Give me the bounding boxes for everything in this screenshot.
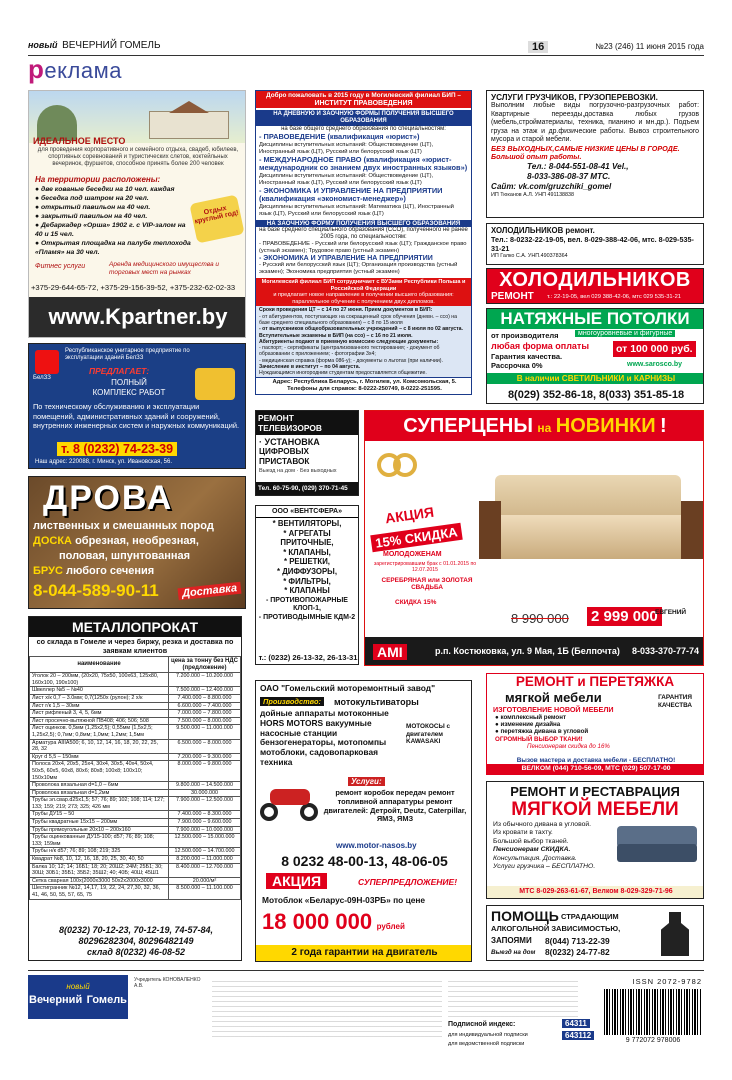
drova-line3: половая, шпунтованная <box>59 550 191 562</box>
belzz-text: По техническому обслуживанию и эксплуатации помещений, административных зданий и сооружений, внутренних инженерных систем и наружных коммуникаций. <box>33 402 240 430</box>
footer-index-title: Подписной индекс: <box>448 1021 516 1028</box>
mebel-phones[interactable]: ВЕЛКОМ (044) 710-56-09, МТС (029) 507-17-00 <box>487 764 704 774</box>
table-row <box>30 694 241 702</box>
tv-line1: · УСТАНОВКА <box>259 437 320 447</box>
sofa-title-2: на <box>537 421 552 435</box>
vent-item: * КЛАПАНЫ, <box>283 547 331 557</box>
ad-belzz <box>28 343 246 469</box>
sofa-model: ЕВГЕНИЙ <box>655 609 687 616</box>
metal-item-price: 7.200.000 – 9.300.000 <box>169 753 241 761</box>
metal-item-name: Полоса 20х4, 20х5, 25х4, 30х4, 30х5, 40х4, 50х4, 50х5, 60х5, 60х8, 80х6; 80х8; 100х8; 100х10; 150х10мм <box>30 761 169 782</box>
metal-col-name: наименование <box>30 657 169 673</box>
kpartner-item: ● беседка под шатром на 20 чел. <box>35 194 195 203</box>
metal-item-name: Арматура АIIIА500; 6, 10, 12, 14, 16, 18, 20, 22, 25, 28, 32 <box>30 739 169 753</box>
footer-index-2: 643112 <box>562 1031 594 1040</box>
ad-fridge-text <box>486 223 704 265</box>
kpartner-fitness: Фитнес услуги <box>35 263 86 270</box>
kpartner-site[interactable]: www.Kpartner.by <box>29 297 246 338</box>
law-title-1: Добро пожаловать в 2015 году в Могилевский филиал БИП – <box>256 91 471 100</box>
law-spec2-title: - ЭКОНОМИКА И УПРАВЛЕНИЕ НА ПРЕДПРИЯТИИ <box>259 255 433 262</box>
footer-fine-print <box>212 977 442 1037</box>
table-row <box>30 687 241 695</box>
ceil-guar: Гарантия качества. <box>491 352 563 361</box>
vent-item: * ВЕНТИЛЯТОРЫ, <box>272 519 342 528</box>
ad-fridge-banner <box>486 268 704 304</box>
metal-phones <box>29 925 242 958</box>
table-row <box>30 702 241 710</box>
motor-akcia: АКЦИЯ <box>266 873 327 889</box>
mebel2-line: Из кровати в тахту. <box>493 829 553 837</box>
metal-item-name: Трубы прямоугольные 20х10 – 200х160 <box>30 826 169 834</box>
ad-drova <box>28 476 246 609</box>
vent-item: * РЕШЕТКИ, <box>284 557 330 567</box>
mebel-item: ● изменение дизайна <box>495 721 703 728</box>
metal-item-name: Квадрат №8, 10, 12, 16, 18, 20, 25, 30, 40, 50 <box>30 856 169 864</box>
metal-item-price: 6.600.000 – 7.400.000 <box>169 702 241 710</box>
metal-item-price: 6.500.000 – 8.000.000 <box>169 739 241 753</box>
motor-phones[interactable]: 8 0232 48-00-13, 48-06-05 <box>281 853 448 869</box>
vent-item: * ФИЛЬТРЫ, <box>283 576 331 586</box>
metal-item-name: Трубы ДУ15 – 50 <box>30 811 169 819</box>
metal-item-name: Круг d 5,5 – 150мм <box>30 753 169 761</box>
footer-logo <box>28 975 128 1019</box>
fridge1-ip: ИП Галко С.А. УНП.490378364 <box>491 253 568 259</box>
tv-sub: Выезд на дом · Без выходных <box>259 468 337 474</box>
drova-line2 <box>33 535 199 547</box>
metal-item-price: 12.500.000 – 15.000.000 <box>169 834 241 848</box>
ceil-phones[interactable]: 8(029) 352-86-18, 8(033) 351-85-18 <box>507 389 685 401</box>
metal-item-name: Трубы квадратные 15х15 – 200мм <box>30 819 169 827</box>
table-row <box>30 826 241 834</box>
table-row <box>30 885 241 899</box>
footer-logo-1: новый <box>66 982 90 991</box>
page-number: 16 <box>528 41 548 53</box>
section-title <box>28 56 122 84</box>
law-form1b: на базе общего среднего образования по специальностям: <box>281 126 446 132</box>
motor-prod-text: мотокультиваторы <box>334 697 419 707</box>
law-date: Абитуриенты подают в приемную комиссию следующие документы: <box>259 338 439 345</box>
vent-p1: - ПРОТИВОПОЖАРНЫЕ КЛОП-1, <box>266 596 348 613</box>
law-form2b: на базе среднего специального образования (ССО), полученного не ранее 2005 года, по специальностям: <box>259 227 468 240</box>
metal-item-name: Швеллер №5 – №40 <box>30 687 169 695</box>
sofa-image <box>487 475 697 575</box>
metal-table <box>29 656 241 900</box>
footer-index-1: 64311 <box>562 1019 590 1028</box>
motor-price-wrap <box>262 909 405 935</box>
table-row <box>30 753 241 761</box>
belzz-address: Наш адрес: 220088, г. Минск, ул. Ивановская, 56. <box>35 459 173 465</box>
motor-moto2: Мотоблок «Беларус-09Н-03РБ» по цене <box>262 895 426 905</box>
law-spec-subjects: Дисциплины вступительных испытаний: Обществоведение (ЦТ), Иностранный язык (ЦТ), Русский или белорусский язык (ЦТ) <box>259 172 434 186</box>
help-t1: СТРАДАЮЩИМ <box>561 912 619 921</box>
law-partner-1: Могилевский филиал БИП сотрудничает с ВУЗами Республики Польша и Российской Федерации <box>261 279 466 292</box>
kpartner-item: ● две кованые беседки на 10 чел. каждая <box>35 185 195 194</box>
mebel-sub: ИЗГОТОВЛЕНИЕ НОВОЙ МЕБЕЛИ <box>493 705 614 714</box>
metal-item-name: Проволока вязальная d=1,2мм <box>30 789 169 797</box>
law-specs2 <box>256 241 471 276</box>
sofa-newly: МОЛОДОЖЕНАМ <box>383 551 442 558</box>
table-row <box>30 848 241 856</box>
drova-doska-desc: обрезная, необрезная, <box>75 535 199 547</box>
help-title: ПОМОЩЬ <box>491 908 559 924</box>
kpartner-rent: Аренда медицинского имущества и торговых мест на рынках <box>109 261 220 276</box>
table-row <box>30 725 241 739</box>
belzz-org: Республиканское унитарное предприятие по эксплуатации зданий БелЗЗ <box>65 348 190 361</box>
metal-phones-2: 80296282304, 80296482149 <box>78 936 194 946</box>
belzz-offer: ПРЕДЛАГАЕТ: <box>89 366 150 376</box>
metal-item-price: 9.500.000 – 11.000.000 <box>169 725 241 739</box>
motor-guar: 2 года гарантии на двигатель <box>256 945 472 961</box>
motor-rub: рублей <box>376 922 405 931</box>
metal-item-price: 7.500.000 – 8.000.000 <box>169 717 241 725</box>
page-header <box>28 40 704 56</box>
law-address: Адрес: Республика Беларусь, г. Могилев, ул. Комсомольская, 5. Телефоны для справок: 8-0222-250749, 8-0222-251595. <box>256 377 472 394</box>
metal-item-price: 7.900.000 – 12.500.000 <box>169 797 241 811</box>
mebel-items <box>487 714 703 743</box>
motor-serv-text: ремонт коробок передач ремонт топливной аппаратуры ремонт двигателей: Детройт, Deutz, Caterpillar, ЯМЗ, ЯМЗ <box>323 788 467 824</box>
metal-item-name: Лист х/к 0,7 – 3.0мм; 0,7(1250х (рулон); 2 х/к <box>30 694 169 702</box>
section-title-rest: еклама <box>44 58 122 83</box>
ad-metalloprokat <box>28 616 242 961</box>
ceil-title: НАТЯЖНЫЕ ПОТОЛКИ <box>487 309 703 329</box>
mebel-item: ● комплексный ремонт <box>495 714 703 721</box>
metal-item-name: Лист рифленый 3, 4, 5, 6мм <box>30 710 169 718</box>
table-row <box>30 819 241 827</box>
law-spec: - ПРАВОВЕДЕНИЕ (квалификация «юрист») <box>259 132 420 141</box>
mebel-item: ● перетяжка дивана в угловой <box>495 728 703 735</box>
table-row <box>30 797 241 811</box>
belzz-logo: БелЗЗ <box>33 375 51 381</box>
law-title-2: ИНСТИТУТ ПРАВОВЕДЕНИЯ <box>256 100 471 108</box>
metal-item-name: Трубы оцинкованные ДУ15-100; d57; 76; 89; 108; 133; 159мм <box>30 834 169 848</box>
footer-logo-2: Вечерний <box>29 994 83 1006</box>
table-row <box>30 717 241 725</box>
motor-site[interactable]: www.motor-nasos.by <box>336 841 417 850</box>
metal-item-name: Балка 10; 12; 14; 16Б1; 18; 20; 20Ш2; 24М; 25Б1; 30; 30Ш; 30Б1; 35Б1; 35Б2; 35Ш2; 40; 40Б; 40Ш; 45Ш1 <box>30 863 169 877</box>
metal-item-price: 7.400.000 – 8.300.000 <box>169 811 241 819</box>
belzz-logo-icon <box>35 350 59 374</box>
motor-items: дойные аппараты мотоконные HORS MOTORS вакуумные насосные станции бензогенераторы, мотопомпы мотоблоки, садовопарковая техника <box>260 708 389 767</box>
metal-item-price: 9.800.000 – 14.500.000 <box>169 782 241 790</box>
ad-law-institute <box>255 90 472 395</box>
sofa-new-price: 2 999 000 <box>587 607 662 626</box>
kpartner-phones: +375-29-644-65-72, +375-29-156-39-52, +375-232-62-02-33 <box>31 283 236 292</box>
metal-item-price: 8.200.000 – 11.000.000 <box>169 856 241 864</box>
footer-fine-print-2 <box>448 977 578 1017</box>
belzz-crane-image <box>195 368 235 400</box>
sofa-newly-2: зарегистрировавшим брак с 01.01.2015 по 12.07.2015 <box>373 561 477 574</box>
law-specs <box>256 133 471 218</box>
law-date: Нуждающимся иногородним студентам предоставляется общежитие. <box>259 370 427 377</box>
sofa-title-3: НОВИНКИ <box>555 415 656 437</box>
ad-ceilings <box>486 308 704 404</box>
ad-ventsfera <box>255 505 359 665</box>
table-row <box>30 673 241 687</box>
metal-item-name: Трубы н/к d57; 76; 89; 108; 219; 325 <box>30 848 169 856</box>
sofa-address: р.п. Костюковка, ул. 9 Мая, 1Б (Белпочта) <box>435 646 620 656</box>
law-spec: - МЕЖДУНАРОДНОЕ ПРАВО (квалификация «юрист-международник со знанием двух иностранных языков») <box>259 154 468 172</box>
motor-prod: Производство: <box>260 697 324 706</box>
mebel2-title-2: МЯГКОЙ МЕБЕЛИ <box>511 799 679 820</box>
ceil-maker: от производителя <box>491 331 559 340</box>
metal-item-name: Сетка сварная 100х(2000х3000 50х2х2000х3000 <box>30 877 169 885</box>
footer-barcode-number: 9 772072 978006 <box>604 1037 702 1044</box>
law-date: - от абитуриентов, поступающих на сокращенный срок обучения (дневн. – ссо) на базе среднего специального образования) – с 8 по 15 июля <box>259 313 458 326</box>
mebel-item: ОГРОМНЫЙ ВЫБОР ТКАНИ! <box>495 735 583 743</box>
motor-sup: СУПЕРПРЕДЛОЖЕНИЕ! <box>358 877 458 887</box>
law-partner-2: и предлагает новое направление в получении высшего образования: параллельное обучение с получением двух дипломов. <box>273 292 454 305</box>
law-spec2: - ПРАВОВЕДЕНИЕ - Русский или белорусский язык (ЦТ); Гражданское право (устный экзамен); Трудовое право (устный экзамен) <box>259 241 467 254</box>
sofa-phone[interactable]: 8-033-370-77-74 <box>631 646 699 656</box>
mebel2-line: Консультация. Доставка. <box>493 854 577 862</box>
metal-item-name: Шестигранник №12, 14,17, 19, 22, 24, 27,30, 32, 36, 41, 46, 50, 55, 57, 65, 75 <box>30 885 169 899</box>
metal-item-price: 7.900.000 – 9.600.000 <box>169 819 241 827</box>
fridge1-title: ХОЛОДИЛЬНИКОВ ремонт. <box>491 226 595 235</box>
law-spec-subjects: Дисциплины вступительных испытаний: Математика (ЦТ), Иностранный язык (ЦТ), Русский или белорусский язык (ЦТ) <box>259 203 454 217</box>
table-row <box>30 789 241 797</box>
kpartner-stamp: Отдых круглый год! <box>189 194 244 243</box>
header-logo-small: новый <box>28 40 58 50</box>
ceil-price: от 100 000 руб. <box>613 341 696 357</box>
metal-item-price: 7.900.000 – 10.000.000 <box>169 826 241 834</box>
sofa-skidka-2: СКИДКА 15% <box>395 599 437 606</box>
ad-furniture-restoration <box>486 781 704 899</box>
mebel2-line: Большой выбор тканей. <box>493 837 569 845</box>
ceil-stock: В наличии СВЕТИЛЬНИКИ и КАРНИЗЫ <box>487 373 704 384</box>
metal-item-price: 7.400.000 – 8.800.000 <box>169 694 241 702</box>
sofa-rings-image <box>377 449 423 479</box>
motor-services: Услуги: <box>348 777 385 786</box>
drova-doska: ДОСКА <box>33 535 72 547</box>
ad-superprices <box>364 410 704 666</box>
belzz-service: ПОЛНЫЙ КОМПЛЕКС РАБОТ <box>92 378 166 397</box>
kpartner-item: ● открытый павильон на 40 чел. <box>35 203 195 212</box>
motor-scooter-image <box>260 777 320 821</box>
mebel2-sofa-image <box>617 826 697 866</box>
law-spec2: - Русский или белорусский язык (ЦТ); Организация производства (устный экзамен); Экономика предприятия (устный экзамен) <box>259 262 458 275</box>
help-bottle-icon <box>655 912 695 956</box>
ceil-pay: любая форма оплаты <box>491 341 590 351</box>
sofa-banner <box>365 411 704 441</box>
mebel2-title-1: РЕМОНТ И РЕСТАВРАЦИЯ <box>510 784 680 799</box>
table-row <box>30 811 241 819</box>
law-partner <box>256 278 471 306</box>
metal-phones-3: склад 8(0232) 46-08-52 <box>86 947 185 957</box>
kpartner-list <box>35 185 195 257</box>
mebel-guar: ГАРАНТИЯ КАЧЕСТВА <box>657 694 693 709</box>
metal-item-price: 7.200.000 – 10.200.000 <box>169 673 241 687</box>
metal-phones-1: 8(0232) 70-12-23, 70-12-19, 74-57-84, <box>58 925 214 935</box>
mebel-pens: Пенсионерам скидка до 16% <box>527 742 610 750</box>
sofa-title-1: СУПЕРЦЕНЫ <box>403 415 533 437</box>
motor-price: 18 000 000 <box>262 909 373 934</box>
mebel2-line: Пенсионерам СКИДКА. <box>493 846 571 854</box>
section-title-first: р <box>28 54 45 84</box>
law-date: Вступительные экзамены в БИП (на ссо) – с 16 по 21 июля. <box>259 332 413 339</box>
help-home: Выезд на дом <box>491 949 536 956</box>
drova-phone[interactable]: 8-044-589-90-11 <box>33 581 159 600</box>
sofa-brand: AMI <box>373 644 407 660</box>
law-date: Сроки проведения ЦТ – с 14 по 27 июня. Прием документов в БИП: <box>259 307 433 314</box>
moving-text: Выполним любые виды погрузочно-разгрузочных работ: Квартирные переезды,доставка любых грузов (мебель,стройматериалы, техника, пианино и мн.др.). Подъем груза на этаж и др.физические работы. Вывоз строительного мусора и старой мебели. <box>491 102 699 143</box>
tv-line2: ЦИФРОВЫХ ПРИСТАВОК <box>259 447 310 466</box>
issue-info: №23 (246) 11 июня 2015 года <box>595 42 704 51</box>
mebel2-line: Из обычного дивана в угловой. <box>493 821 592 828</box>
fridge1-tel[interactable]: Тел.: 8-0232-22-19-05, вел. 8-029-388-42-06, мтс. 8-029-535-31-21 <box>491 235 694 253</box>
sofa-akcia: АКЦИЯ <box>384 503 435 527</box>
drova-line4 <box>33 565 154 577</box>
table-row <box>30 834 241 848</box>
kpartner-headline: ИДЕАЛЬНОЕ МЕСТО <box>33 136 126 146</box>
footer-founder: Учредитель КОНОВАЛЕНКО А.В. <box>134 977 201 989</box>
footer-idx-label-2: для ведомственной подписки <box>448 1041 525 1047</box>
moving-ip: ИП Тюканов А.Л. УНП 491138838 <box>491 191 575 198</box>
metal-item-price: 30.000.000 <box>169 789 241 797</box>
footer-logo-3: Гомель <box>86 994 127 1006</box>
ceil-site[interactable]: www.sarosco.by <box>627 361 682 368</box>
fridge2-sub: РЕМОНТ <box>491 291 534 302</box>
table-row <box>30 877 241 885</box>
ad-furniture-repair <box>486 673 704 775</box>
mebel-title-2: мягкой мебели <box>505 690 602 705</box>
footer-barcode <box>604 989 702 1035</box>
moving-site[interactable]: Сайт: vk.com/gruzchiki_gomel <box>491 181 612 191</box>
ad-tv-repair <box>255 410 359 496</box>
metal-item-name: Трубы эл.свар.d25х1,5; 57; 76; 89; 102; 108; 114; 127; 133; 159; 219; 273; 325; 426 мм <box>30 797 169 811</box>
ad-motor-plant <box>255 680 472 962</box>
drova-brus-desc: любого сечения <box>65 565 155 577</box>
kpartner-territory: На территории расположены: <box>35 175 161 184</box>
motor-title: ОАО "Гомельский моторемонтный завод" <box>260 683 436 693</box>
drova-brus: БРУС <box>33 565 63 577</box>
sofa-skidka: 15% СКИДКА <box>370 523 462 552</box>
motor-moto: МОТОКОСЫ с двигателем KAWASAKI <box>406 723 451 745</box>
ceil-rass: Рассрочка 0% <box>491 361 543 370</box>
metal-item-price: 8.000.000 – 9.800.000 <box>169 761 241 782</box>
help-t2: АЛКОГОЛЬНОЙ ЗАВИСИМОСТЬЮ, <box>491 924 621 933</box>
vent-item: * ДИФФУЗОРЫ, <box>277 566 337 576</box>
header-paper-name: ВЕЧЕРНИЙ ГОМЕЛЬ <box>62 40 161 51</box>
kpartner-item: ● закрытый павильон на 40 чел. <box>35 212 195 221</box>
sofa-title-excl: ! <box>660 415 667 437</box>
vent-phone[interactable]: т.: (0232) 26-13-32, 26-13-31 <box>258 653 358 662</box>
law-form2: НА ЗАОЧНУЮ ФОРМУ ПОЛУЧЕНИЯ ВЫСШЕГО ОБРАЗОВАНИЯ <box>256 220 471 228</box>
sofa-old-price: 8 990 000 <box>511 611 569 626</box>
law-date: Зачисление в институт – по 04 августа. <box>259 364 361 371</box>
drova-line1: лиственных и смешанных пород <box>33 520 214 532</box>
vent-items <box>256 518 358 597</box>
metal-item-price: 12.500.000 – 14.700.000 <box>169 848 241 856</box>
moving-title: УСЛУГИ ГРУЗЧИКОВ, ГРУЗОПЕРЕВОЗКИ. <box>491 93 658 102</box>
law-date: - от выпускников общеобразовательных учреждений – с 8 июля по 02 августа. <box>259 326 463 333</box>
table-row <box>30 739 241 753</box>
table-row <box>30 782 241 790</box>
law-date: - медицинская справка (форма 086-у); - документы о льготах (при наличии). <box>259 357 443 364</box>
metal-item-price: 8.500.000 – 11.100.000 <box>169 885 241 899</box>
kpartner-item: ● Дебаркадер «Орша» 1902 г. с VIP-залом на 40 и 15 чел. <box>35 221 195 239</box>
tv-phones[interactable]: Тел. 60-75-90, (029) 370-71-45 <box>256 482 359 495</box>
mebel-title-1: РЕМОНТ и ПЕРЕТЯЖКА <box>515 674 675 689</box>
kpartner-desc: для проведения корпоративного и семейного отдыха, свадеб, юбилеев, спортивных соревнований и туристических слетов, коктейльных вечеринок, фуршетов, способное принять более 200 человек <box>37 147 239 167</box>
metal-item-price: 8.400.000 – 12.700.000 <box>169 863 241 877</box>
ad-kpartner <box>28 90 246 338</box>
mebel2-phones[interactable]: МТС 8-029-263-61-67, Велком 8-029-329-71-96 <box>487 886 704 898</box>
metal-item-name: Уголок 20 – 200мм, (20х20, 75х50, 100х63, 125х80, 160х100, 190х100) <box>30 673 169 687</box>
ceil-multi: многоуровневые и фигурные <box>575 330 675 337</box>
moving-tel1[interactable]: Тел.: 8-044-551-08-41 Vel., <box>527 161 629 171</box>
sofa-silver: СЕРЕБРЯНАЯ или ЗОЛОТАЯ СВАДЬБА <box>381 577 473 592</box>
law-spec: - ЭКОНОМИКА И УПРАВЛЕНИЕ НА ПРЕДПРИЯТИИ (квалификация «экономист-менеджер») <box>259 185 443 203</box>
table-row <box>30 856 241 864</box>
fridge2-title: ХОЛОДИЛЬНИКОВ <box>499 269 691 291</box>
metal-item-name: Лист просечно-вытяжной ПВ408; 406; 506; 508 <box>30 717 169 725</box>
help-phone-2[interactable]: 8(0232) 24-77-82 <box>545 947 610 957</box>
metal-item-price: 20.000/м² <box>169 877 241 885</box>
sofa-footer <box>365 637 704 666</box>
footer-idx-label-1: для индивидуальной подписки <box>448 1032 528 1038</box>
table-row <box>30 710 241 718</box>
vent-item: * АГРЕГАТЫ ПРИТОЧНЫЕ, <box>280 528 334 548</box>
tv-title: РЕМОНТ ТЕЛЕВИЗОРОВ <box>256 411 358 435</box>
law-date: - паспорт; - сертификаты (централизованного тестирования; - документ об образовании с приложением; - фотографии 3х4; <box>259 345 440 358</box>
ad-moving <box>486 90 704 218</box>
vent-title: ООО «ВЕНТСФЕРА» <box>256 506 358 518</box>
mebel2-line: Услуги грузчика – БЕСПЛАТНО. <box>493 863 596 871</box>
table-row <box>30 863 241 877</box>
footer-issn: ISSN 2072-9782 <box>632 977 702 986</box>
ad-alcohol-help <box>486 905 704 961</box>
metal-title: МЕТАЛЛОПРОКАТ <box>29 617 241 637</box>
metal-item-price: 7.500.000 – 12.400.000 <box>169 687 241 695</box>
help-t3: ЗАПОЯМИ <box>491 936 532 945</box>
belzz-phone[interactable]: т. 8 (0232) 74-23-39 <box>57 442 177 456</box>
fridge2-tel[interactable]: т.: 22-19-05, вел 029 388-42-06, мтс 029 535-31-21 <box>547 294 682 300</box>
metal-item-name: Проволока вязальная d=1,0 – 6мм <box>30 782 169 790</box>
drova-title: ДРОВА <box>43 479 174 517</box>
metal-item-name: Лист оцинков. 0,5мм (1,25х2,5); 0,55мм (1,5х2,5; 1,25х2,5); 0,7мм; 0,8мм; 1,0мм; 1,2мм; 1,5мм <box>30 725 169 739</box>
moving-red: БЕЗ ВЫХОДНЫХ,САМЫЕ НИЗКИЕ ЦЕНЫ В ГОРОДЕ. Большой опыт работы. <box>491 143 680 161</box>
vent-item: * КЛАПАНЫ <box>284 586 330 596</box>
table-row <box>30 761 241 782</box>
law-spec-subjects: Дисциплины вступительных испытаний: Обществоведение (ЦТ), Иностранный язык (ЦТ), Русский или белорусский язык (ЦТ) <box>259 141 434 155</box>
metal-item-price: 7.000.000 – 7.800.000 <box>169 710 241 718</box>
page-footer <box>28 970 704 1058</box>
help-phone-1[interactable]: 8(044) 713-22-39 <box>545 936 610 946</box>
metal-item-name: Лист г/к 1,5 – 30мм <box>30 702 169 710</box>
vent-p2: - ПРОТИВОДЫМНЫЕ КДМ-2 <box>258 613 356 621</box>
metal-col-price: цена за тонну без НДС (предложение) <box>169 657 241 673</box>
kpartner-item: ● Открытая площадка на палубе теплохода «Пламя» на 30 чел. <box>35 239 195 257</box>
moving-tel2[interactable]: 8-033-386-08-37 МТС. <box>527 171 611 181</box>
mebel-free: Вызов мастера и доставка мебели - БЕСПЛАТНО! <box>516 757 676 764</box>
drova-delivery: Доставка <box>177 582 241 601</box>
law-dates <box>256 306 471 377</box>
law-form1: НА ДНЕВНУЮ И ЗАОЧНУЮ ФОРМЫ ПОЛУЧЕНИЯ ВЫСШЕГО ОБРАЗОВАНИЯ <box>256 110 471 126</box>
metal-subtitle: со склада в Гомеле и через биржу, резка и доставка по заявкам клиентов <box>36 637 234 655</box>
